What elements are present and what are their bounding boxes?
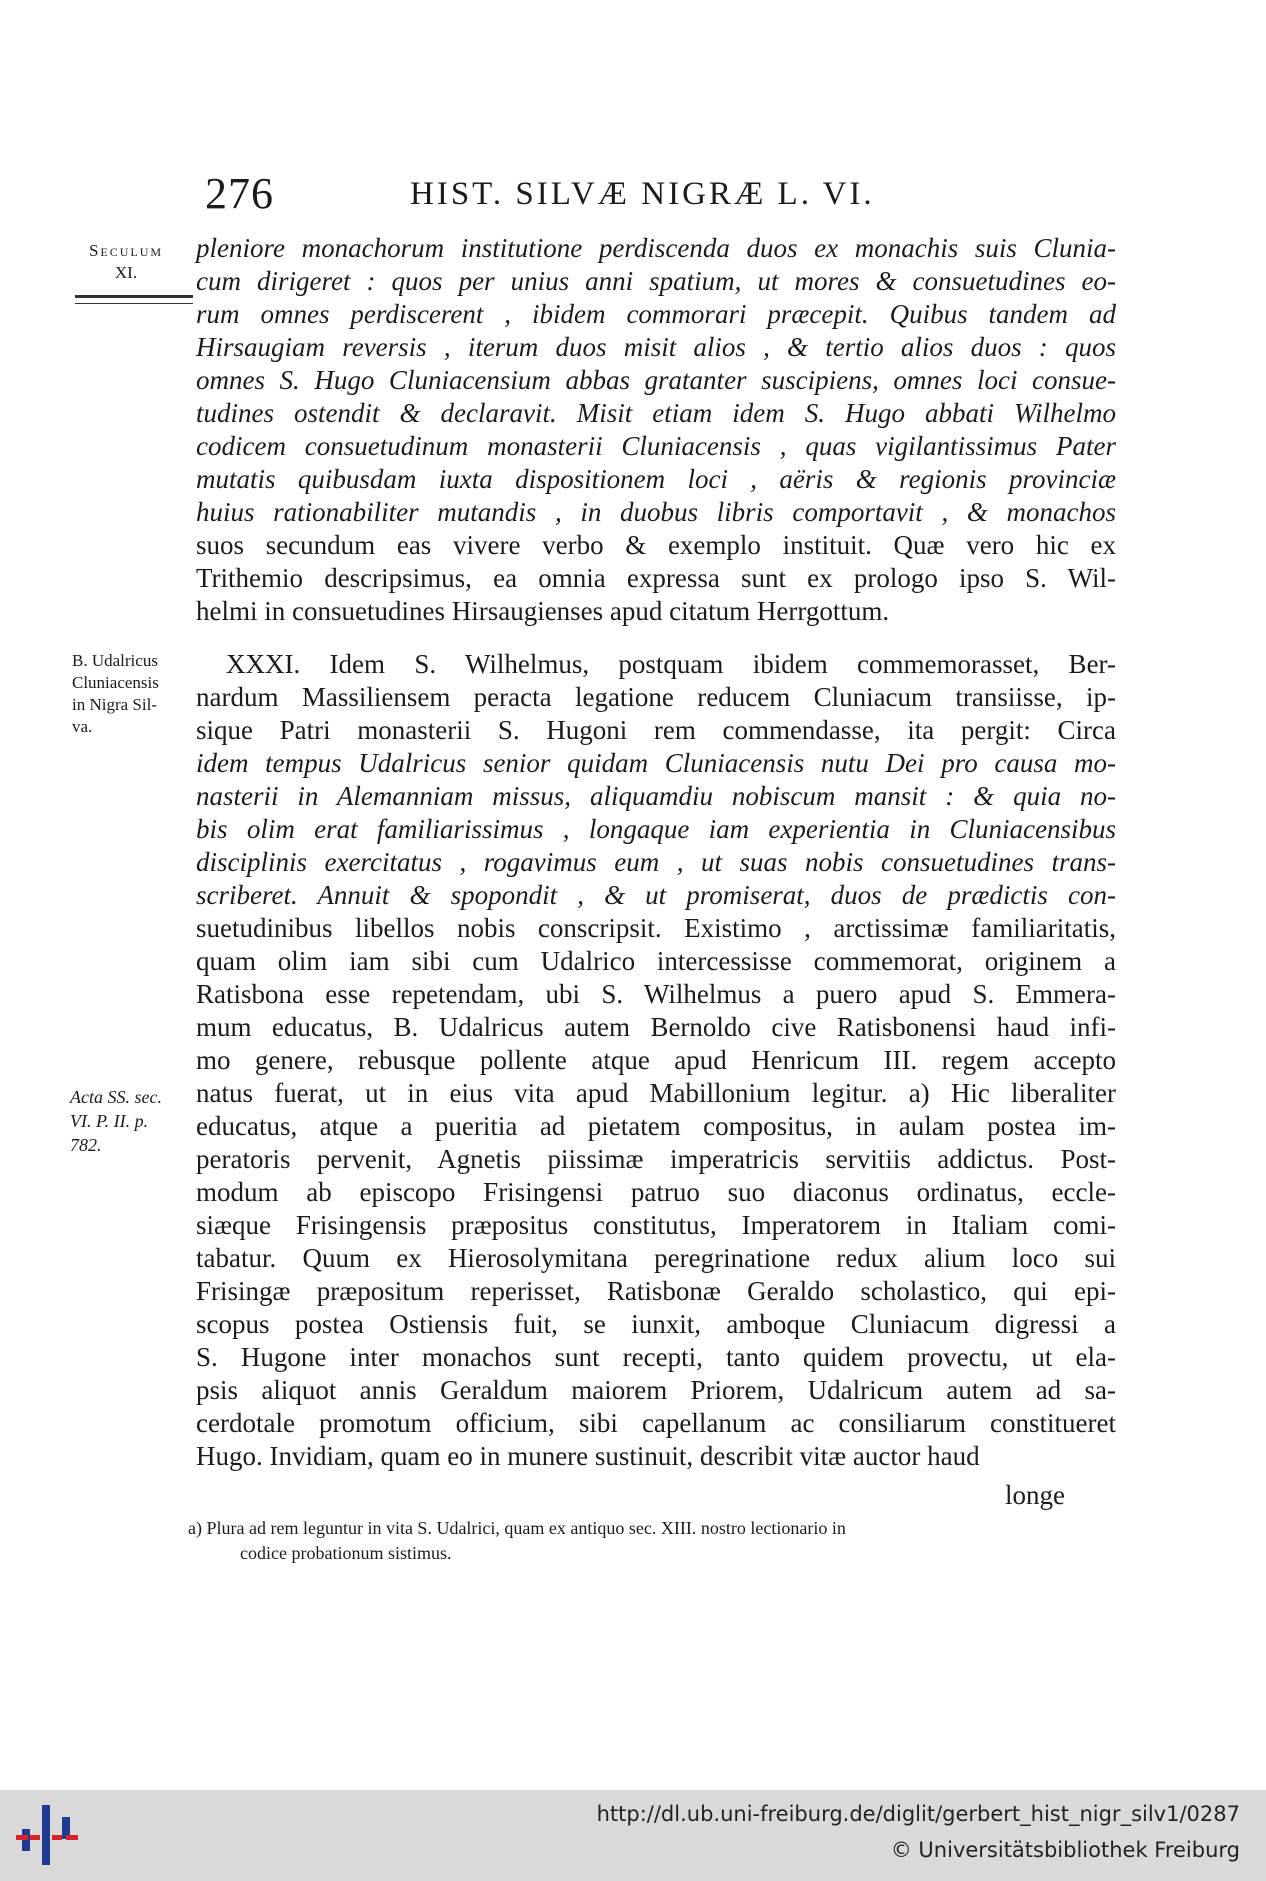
footnote-line: codice probationum sistimus. (240, 1543, 452, 1563)
text-line: natus fuerat, ut in eius vita apud Mabillonium legitur. a) Hic liberaliter (196, 1078, 1116, 1108)
text-line: mum educatus, B. Udalricus autem Bernoldo cive Ratisbonensi haud infi- (196, 1012, 1116, 1042)
running-head (200, 168, 1125, 228)
margin-note-line: va. (72, 717, 93, 736)
text-line: educatus, atque a pueritia ad pietatem compositus, in aulam postea im- (196, 1111, 1116, 1141)
margin-note-line: Acta SS. sec. (70, 1087, 162, 1107)
text-line: quam olim iam sibi cum Udalrico intercessisse commemorat, originem a (196, 946, 1116, 976)
text-line: nasterii in Alemanniam missus, aliquamdiu nobiscum mansit : & quia no- (196, 781, 1116, 811)
margin-note-line: in Nigra Sil- (72, 695, 157, 714)
text-line: idem tempus Udalricus senior quidam Cluniacensis nutu Dei pro causa mo- (196, 748, 1116, 778)
text-line: peratoris pervenit, Agnetis piissimæ imperatricis servitiis addictus. Post- (196, 1144, 1116, 1174)
text-line: modum ab episcopo Frisingensi patruo suo diaconus ordinatus, eccle- (196, 1177, 1116, 1207)
text-line: cerdotale promotum officium, sibi capellanum ac consiliarum constitueret (196, 1408, 1116, 1438)
margin-note-line: Seculum (88, 241, 164, 260)
text-line: cum dirigeret : quos per unius anni spatium, ut mores & consuetudines eo- (196, 266, 1116, 296)
margin-note-seculum (60, 240, 192, 284)
ub-freiburg-logo-icon[interactable] (16, 1803, 78, 1867)
text-line: S. Hugone inter monachos sunt recepti, tanto quidem provectu, ut ela- (196, 1342, 1116, 1372)
text-line: mutatis quibusdam iuxta dispositionem loci , aëris & regionis provinciæ (196, 464, 1116, 494)
page-number: 276 (205, 169, 274, 218)
text-line: mo genere, rebusque pollente atque apud Henricum III. regem accepto (196, 1045, 1116, 1075)
margin-note-line: VI. P. II. p. (70, 1111, 149, 1131)
text-line: scopus postea Ostiensis fuit, se iunxit, amboque Cluniacum digressi a (196, 1309, 1116, 1339)
footnote (188, 1516, 1118, 1566)
paragraph-continuation (196, 232, 1116, 628)
margin-note-line: Cluniacensis (72, 673, 159, 692)
text-line: siæque Frisingensis præpositus constitutus, Imperatorem in Italiam comi- (196, 1210, 1116, 1240)
margin-note-line: 782. (70, 1135, 102, 1155)
text-line: nardum Massiliensem peracta legatione reducem Cluniacum transiisse, ip- (196, 682, 1116, 712)
footnote-line: a) Plura ad rem leguntur in vita S. Udalrici, quam ex antiquo sec. XIII. nostro lectionario in (188, 1518, 846, 1538)
text-line: Ratisbona esse repetendam, ubi S. Wilhelmus a puero apud S. Emmera- (196, 979, 1116, 1009)
source-url-link[interactable]: http://dl.ub.uni-freiburg.de/diglit/gerbert_hist_nigr_silv1/0287 (596, 1802, 1240, 1826)
text-line: codicem consuetudinum monasterii Cluniacensis , quas vigilantissimus Pater (196, 431, 1116, 461)
copyright-notice: © Universitätsbibliothek Freiburg (890, 1838, 1240, 1862)
catchword: longe (1005, 1480, 1065, 1510)
text-line: tabatur. Quum ex Hierosolymitana peregrinatione redux alium loco sui (196, 1243, 1116, 1273)
margin-note-udalricus (72, 650, 204, 738)
text-line: rum omnes perdiscerent , ibidem commorari præcepit. Quibus tandem ad (196, 299, 1116, 329)
text-line: suetudinibus libellos nobis conscripsit. Existimo , arctissimæ familiaritatis, (196, 913, 1116, 943)
text-line: Frisingæ præpositum reperisset, Ratisbonæ Geraldo scholastico, qui epi- (196, 1276, 1116, 1306)
text-line: helmi in consuetudines Hirsaugienses apud citatum Herrgottum. (196, 596, 890, 626)
margin-note-line: XI. (114, 263, 138, 282)
text-line: Hugo. Invidiam, quam eo in munere sustinuit, describit vitæ auctor haud (196, 1441, 980, 1471)
text-line: sique Patri monasterii S. Hugoni rem commendasse, ita pergit: Circa (196, 715, 1116, 745)
text-line: Trithemio descripsimus, ea omnia expressa sunt ex prologo ipso S. Wil- (196, 563, 1116, 593)
text-line: suos secundum eas vivere verbo & exemplo instituit. Quæ vero hic ex (196, 530, 1116, 560)
text-line: omnes S. Hugo Cluniacensium abbas gratanter suscipiens, omnes loci consue- (196, 365, 1116, 395)
running-title: HIST. SILVÆ NIGRÆ L. VI. (410, 176, 875, 212)
viewer-footer (0, 1790, 1266, 1881)
text-line: pleniore monachorum institutione perdiscenda duos ex monachis suis Clunia- (196, 233, 1116, 263)
text-line: XXXI. Idem S. Wilhelmus, postquam ibidem commemorasset, Ber- (226, 649, 1116, 679)
margin-rule (75, 295, 193, 304)
margin-note-line: B. Udalricus (72, 651, 158, 670)
margin-note-acta (70, 1085, 202, 1157)
text-line: disciplinis exercitatus , rogavimus eum , ut suas nobis consuetudines trans- (196, 847, 1116, 877)
text-line: tudines ostendit & declaravit. Misit etiam idem S. Hugo abbati Wilhelmo (196, 398, 1116, 428)
text-line: scriberet. Annuit & spopondit , & ut promiserat, duos de prædictis con- (196, 880, 1116, 910)
text-line: Hirsaugiam reversis , iterum duos misit alios , & tertio alios duos : quos (196, 332, 1116, 362)
paragraph-xxxi (196, 648, 1116, 1473)
text-line: huius rationabiliter mutandis , in duobus libris comportavit , & monachos (196, 497, 1116, 527)
text-line: bis olim erat familiarissimus , longaque iam experientia in Cluniacensibus (196, 814, 1116, 844)
text-line: psis aliquot annis Geraldum maiorem Priorem, Udalricum autem ad sa- (196, 1375, 1116, 1405)
